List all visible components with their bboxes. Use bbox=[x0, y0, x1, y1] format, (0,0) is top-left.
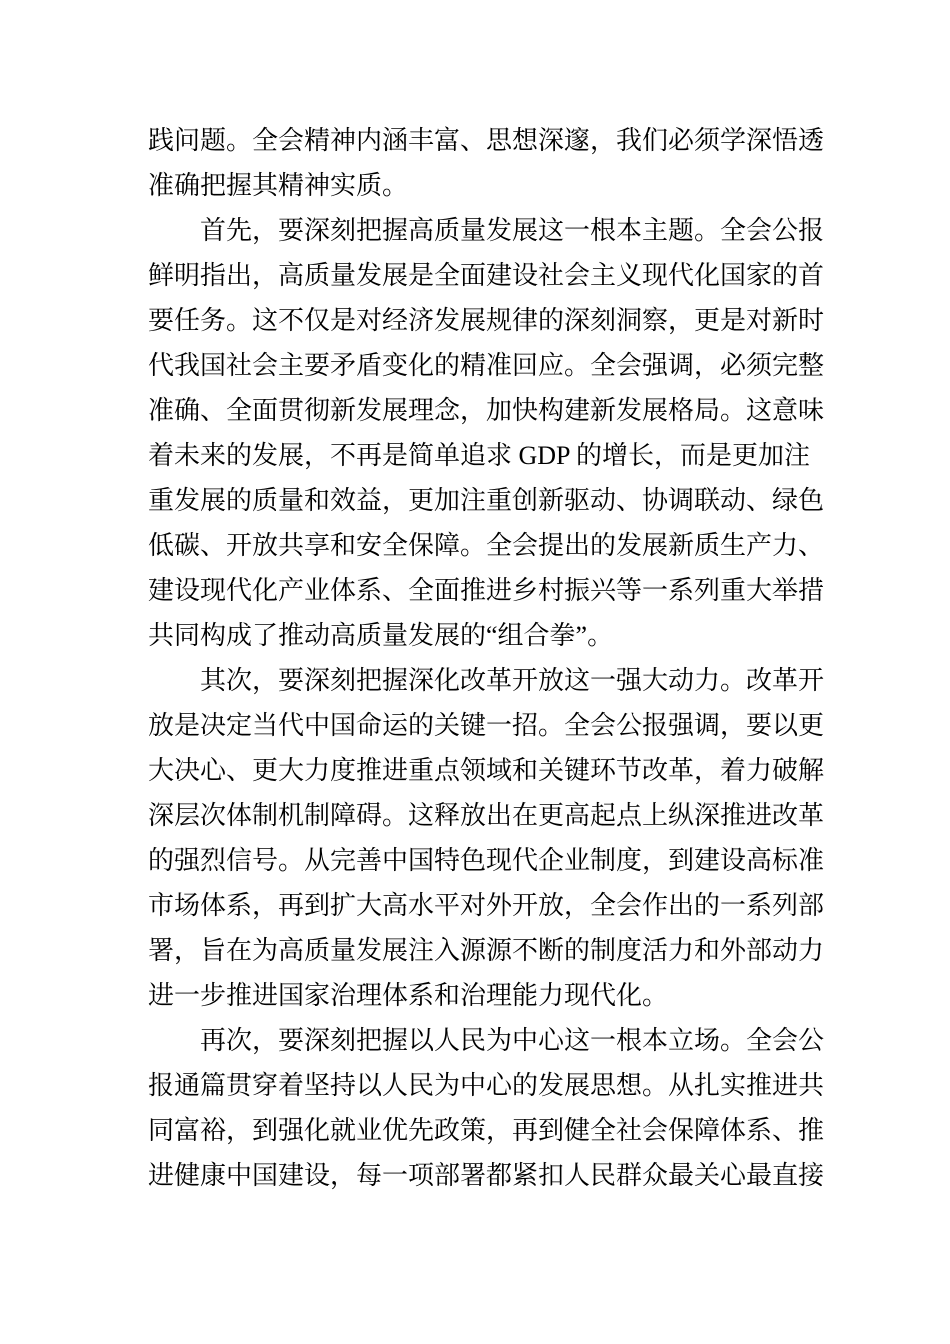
text-line: 准确把握其精神实质。 bbox=[148, 171, 409, 200]
text-line: 重发展的质量和效益，更加注重创新驱动、协调联动、绿色 bbox=[148, 486, 825, 515]
text-line: 进一步推进国家治理体系和治理能力现代化。 bbox=[148, 981, 669, 1010]
text-line: 准确、全面贯彻新发展理念，加快构建新发展格局。这意味 bbox=[148, 396, 825, 425]
text-line: 要任务。这不仅是对经济发展规律的深刻洞察，更是对新时 bbox=[148, 306, 825, 335]
document-page bbox=[148, 118, 825, 1198]
text-line: 放是决定当代中国命运的关键一招。全会公报强调，要以更 bbox=[148, 711, 825, 740]
text-line: 低碳、开放共享和安全保障。全会提出的发展新质生产力、 bbox=[148, 531, 825, 560]
text-line: 鲜明指出，高质量发展是全面建设社会主义现代化国家的首 bbox=[148, 261, 825, 290]
text-line: 践问题。全会精神内涵丰富、思想深邃，我们必须学深悟透 bbox=[148, 126, 825, 155]
text-line: 进健康中国建设，每一项部署都紧扣人民群众最关心最直接 bbox=[148, 1161, 825, 1190]
text-line: 的强烈信号。从完善中国特色现代企业制度，到建设高标准 bbox=[148, 846, 825, 875]
text-line: 代我国社会主要矛盾变化的精准回应。全会强调，必须完整 bbox=[148, 351, 825, 380]
text-line: 着未来的发展，不再是简单追求 GDP 的增长，而是更加注 bbox=[148, 441, 811, 470]
text-line: 其次，要深刻把握深化改革开放这一强大动力。改革开 bbox=[200, 666, 825, 695]
text-line: 报通篇贯穿着坚持以人民为中心的发展思想。从扎实推进共 bbox=[148, 1071, 825, 1100]
text-line: 大决心、更大力度推进重点领域和关键环节改革，着力破解 bbox=[148, 756, 825, 785]
text-line: 同富裕，到强化就业优先政策，再到健全社会保障体系、推 bbox=[148, 1116, 825, 1145]
text-line: 共同构成了推动高质量发展的“组合拳”。 bbox=[148, 621, 614, 650]
text-line: 署，旨在为高质量发展注入源源不断的制度活力和外部动力 bbox=[148, 936, 825, 965]
text-line: 首先，要深刻把握高质量发展这一根本主题。全会公报 bbox=[200, 216, 825, 245]
text-line: 建设现代化产业体系、全面推进乡村振兴等一系列重大举措 bbox=[148, 576, 825, 605]
text-line: 市场体系，再到扩大高水平对外开放，全会作出的一系列部 bbox=[148, 891, 825, 920]
text-line: 深层次体制机制障碍。这释放出在更高起点上纵深推进改革 bbox=[148, 801, 825, 830]
text-line: 再次，要深刻把握以人民为中心这一根本立场。全会公 bbox=[200, 1026, 825, 1055]
